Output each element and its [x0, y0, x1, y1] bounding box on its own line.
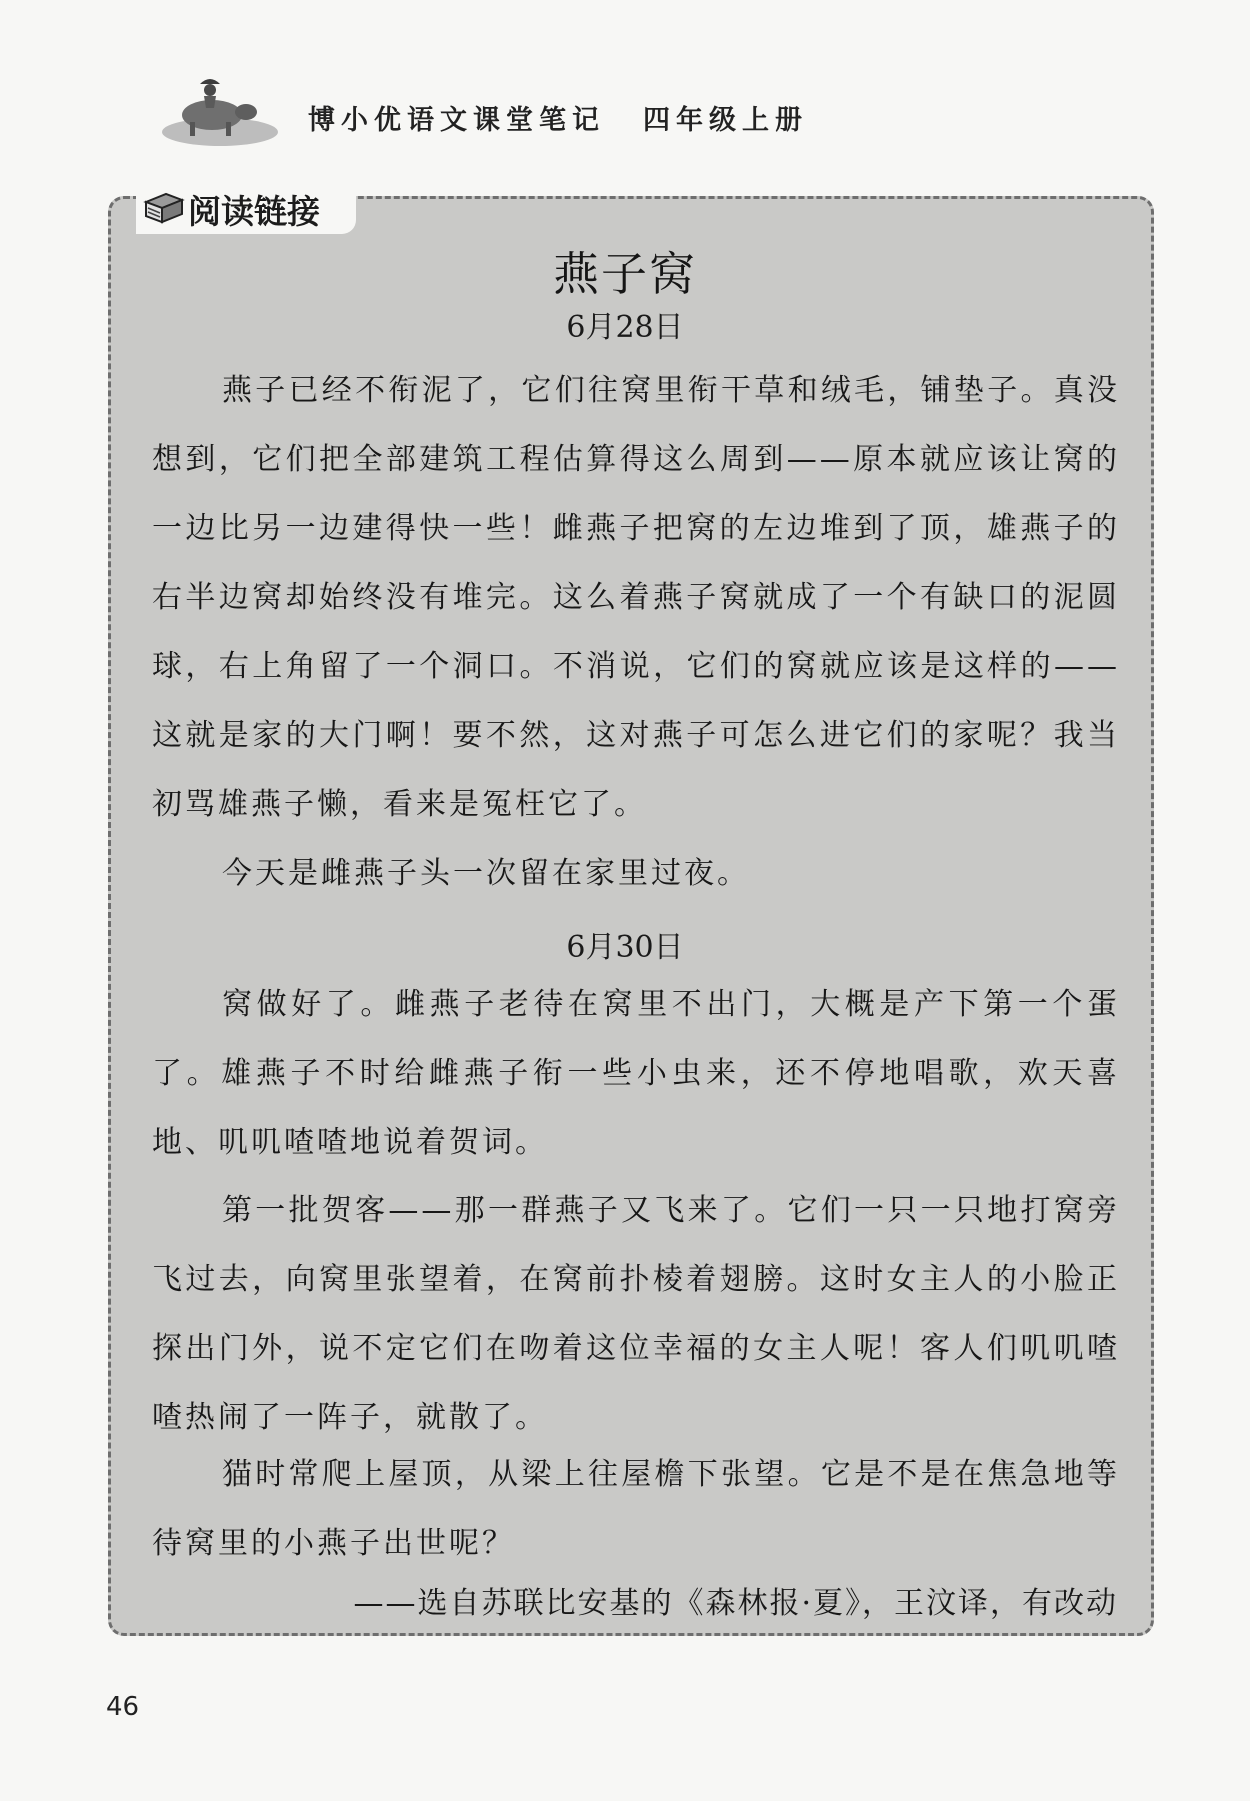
grade-label: 四年级上册 — [643, 105, 808, 136]
paragraph-5: 猫时常爬上屋顶，从梁上往屋檐下张望。它是不是在焦急地等待窝里的小燕子出世呢？ — [152, 1457, 1120, 1561]
book-title — [308, 98, 808, 137]
page-number: 46 — [106, 1692, 140, 1722]
date-heading-2: 6月30日 — [566, 930, 684, 965]
paragraph-2: 今天是雌燕子头一次留在家里过夜。 — [222, 856, 750, 891]
book-icon — [142, 188, 186, 228]
source-attribution: ——选自苏联比安基的《森林报·夏》，王汶译，有改动 — [353, 1586, 1118, 1621]
paragraph-1: 燕子已经不衔泥了，它们往窝里衔干草和绒毛，铺垫子。真没想到，它们把全部建筑工程估算得这么周到——原本就应该让窝的一边比另一边建得快一些！雌燕子把窝的左边堆到了顶，雄燕子的右半边窝却始终没有堆完。这么着燕子窝就成了一个有缺口的泥圆球，右上角留了一个洞口。不消说，它们的窝就应该是这样的——这就是家的大门啊！要不然，这对燕子可怎么进它们的家呢？我当初骂雄燕子懒，看来是冤枉它了。 — [152, 373, 1120, 822]
section-tab-label: 阅读链接 — [188, 192, 320, 231]
paragraph-4: 第一批贺客——那一群燕子又飞来了。它们一只一只地打窝旁飞过去，向窝里张望着，在窝前扑棱着翅膀。这时女主人的小脸正探出门外，说不定它们在吻着这位幸福的女主人呢！客人们叽叽喳喳热闹了一阵子，就散了。 — [152, 1193, 1120, 1435]
article-title: 燕子窝 — [553, 247, 697, 301]
page-header — [160, 70, 960, 160]
date-heading-1: 6月28日 — [566, 310, 684, 345]
section-tab — [136, 182, 356, 234]
book-name: 博小优语文课堂笔记 — [308, 105, 605, 136]
boy-on-ox-illustration — [160, 70, 280, 150]
paragraph-3: 窝做好了。雌燕子老待在窝里不出门，大概是产下第一个蛋了。雄燕子不时给雌燕子衔一些小虫来，还不停地唱歌，欢天喜地、叽叽喳喳地说着贺词。 — [152, 987, 1120, 1160]
